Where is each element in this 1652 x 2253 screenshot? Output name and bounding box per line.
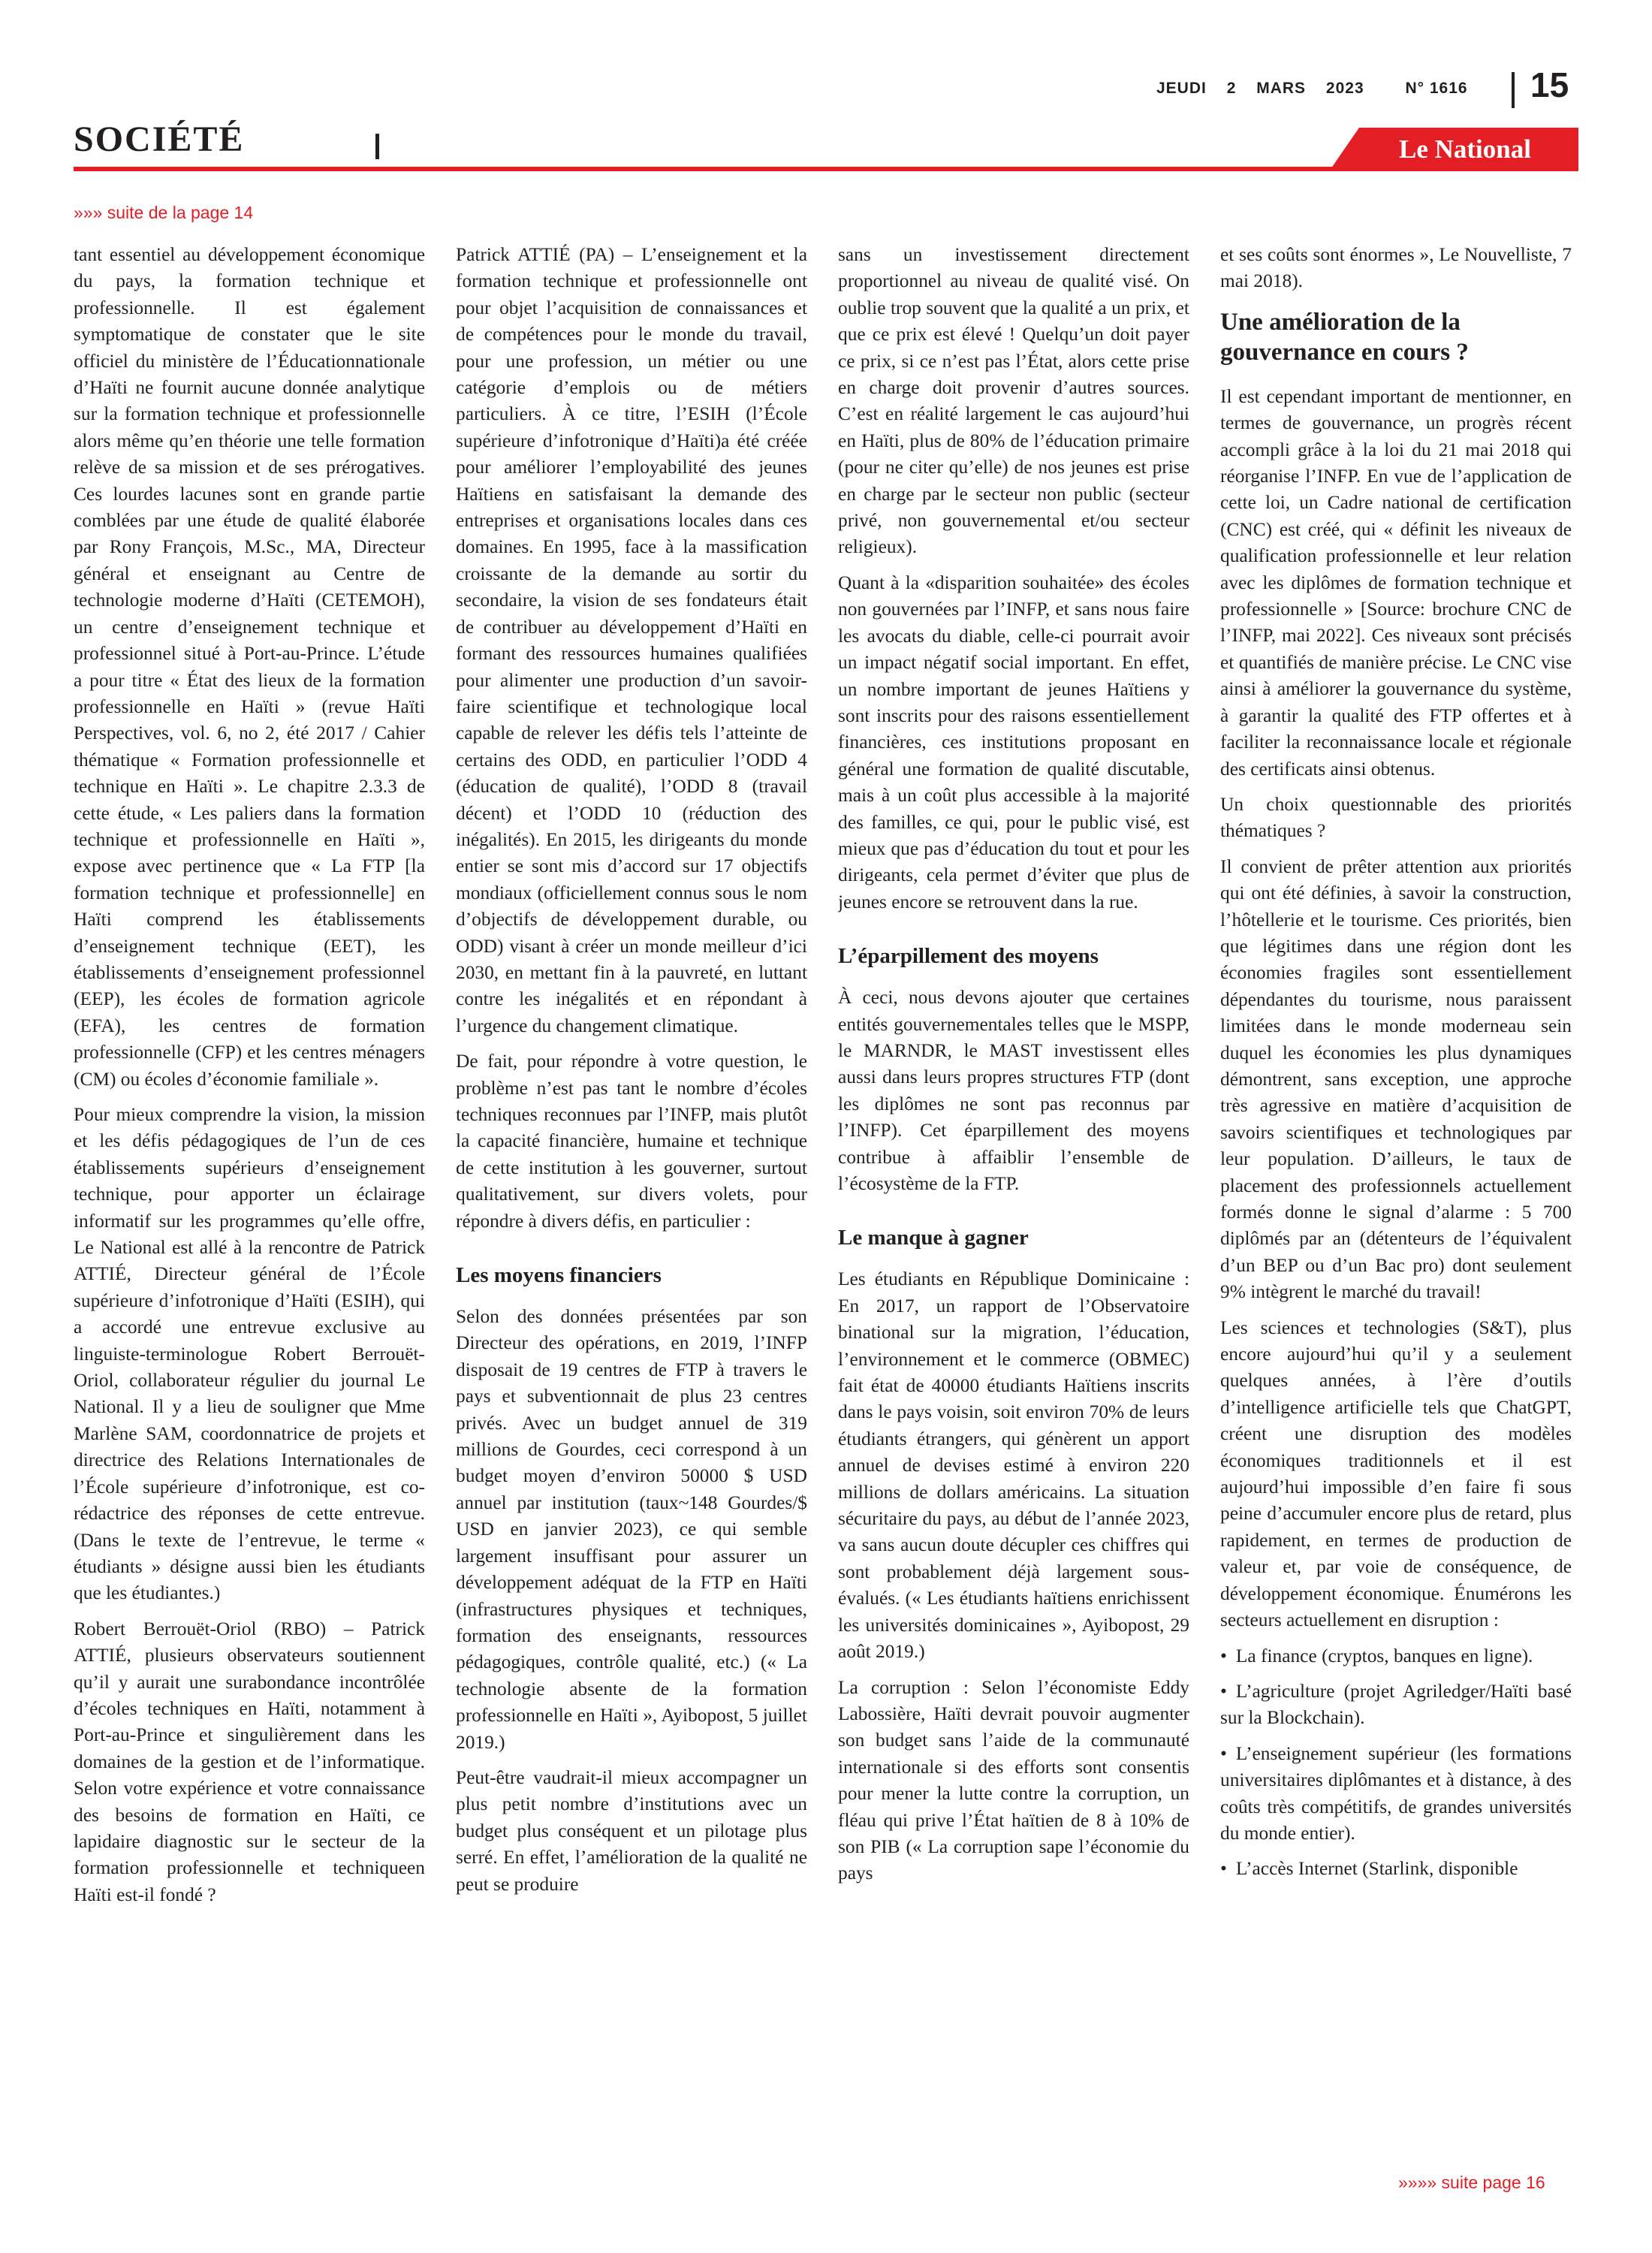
article-column-4	[1220, 242, 1572, 2164]
list-item	[1220, 1856, 1572, 1882]
paragraph: Pour mieux comprendre la vision, la mission et les défis pédagogiques de l’un de ces établissements supérieurs d’enseignement technique, pour apporter un éclairage informatif sur les programmes qu’elle offre, Le National est allé à la rencontre de Patrick ATTIÉ, Directeur général de l’École supérieure d’infotronique d’Haïti (ESIH), qui a accordé une entrevue exclusive au linguiste-terminologue Robert Berrouët-Oriol, collaborateur régulier du journal Le National. Il y a lieu de souligner que Mme Marlène SAM, coordonnatrice de projets et directrice des Relations Internationales de l’École supérieure d’infotronique, est co-rédactrice des réponses de cette entrevue. (Dans le texte de l’entrevue, le terme « étudiants » désigne aussi bien les étudiants que les étudiantes.)	[74, 1104, 425, 1604]
paragraph: et ses coûts sont énormes », Le Nouvelliste, 7 mai 2018).	[1220, 244, 1572, 292]
paragraph: Un choix questionnable des priorités thématiques ?	[1220, 793, 1572, 842]
paragraph: De fait, pour répondre à votre question, le problème n’est pas tant le nombre d’écoles techniques reconnues par l’INFP, mais plutôt la capacité financière, humaine et technique de cette institution à les gouverner, surtout qualitativement, sur divers volets, pour répondre à divers défis, en particulier :	[456, 1051, 807, 1232]
header-rule	[74, 167, 1578, 171]
issue-month: MARS	[1256, 80, 1307, 97]
subheading-moyens-financiers: Les moyens financiers	[456, 1263, 662, 1288]
subheading-gouvernance: Une amélioration de la gouvernance en cours ?	[1220, 308, 1469, 366]
paragraph: La corruption : Selon l’économiste Eddy Labossière, Haïti devrait pouvoir augmenter son budget sans l’aide de la communauté internationale si des efforts sont consentis pour mener la lutte contre la corruption, un fléau qui prive l’État haïtien de 8 à 10% de son PIB (« La corruption sape l’économie du pays	[838, 1676, 1189, 1884]
continued-to-link[interactable]: »»»» suite page 16	[1398, 2173, 1545, 2192]
article-column-2	[456, 242, 807, 2164]
list-item	[1220, 1643, 1572, 1669]
paragraph: Les étudiants en République Dominicaine : En 2017, un rapport de l’Observatoire binational sur la migration, l’éducation, l’environnement et le commerce (OBMEC) fait état de 40000 étudiants Haïtiens inscrits dans le pays voisin, soit environ 70% de leurs étudiants étrangers, qui génèrent un apport annuel de devises estimé à environ 220 millions de dollars américains. La situation sécuritaire du pays, au début de l’année 2023, va sans aucun doute décupler ces chiffres qui sont probablement déjà largement sous-évalués. (« Les étudiants haïtiens enrichissent les universités dominicaines », Ayibopost, 29 août 2019.)	[838, 1268, 1189, 1663]
paragraph: sans un investissement directement proportionnel au niveau de qualité visé. On oublie trop souvent que la qualité a un prix, et que ce prix est élevé ! Quelqu’un doit payer ce prix, si ce n’est pas l’État, alors cette prise en charge doit provenir d’autres sources. C’est en réalité largement le cas aujourd’hui en Haïti, plus de 80% de l’éducation primaire (pour ne citer qu’elle) de nos jeunes est prise en charge par le secteur non public (secteur privé, non gouvernemental et/ou secteur religieux).	[838, 244, 1189, 558]
article-column-1	[74, 242, 425, 2164]
bullet-icon: •	[1220, 1858, 1227, 1880]
issue-info	[1156, 80, 1468, 98]
issue-date: 2	[1226, 80, 1237, 97]
paragraph: tant essentiel au développement économique du pays, la formation technique et professionnelle. Il est également symptomatique de constater que le site officiel du ministère de l’Éducationnationale d’Haïti ne fournit aucune donnée analytique sur la formation technique et professionnelle alors même qu’en théorie une telle formation relève de sa mission et de ses prérogatives. Ces lourdes lacunes sont en grande partie comblées par une étude de qualité élaborée par Rony François, M.Sc., MA, Directeur général et enseignant au Centre de technologie moderne d’Haïti (CETEMOH), un centre d’enseignement technique et professionnel situé à Port-au-Prince. L’étude a pour titre « État des lieux de la formation professionnelle en Haïti » (revue Haïti Perspectives, vol. 6, no 2, été 2017 / Cahier thématique « Formation professionnelle et technique en Haïti ». Le chapitre 2.3.3 de cette étude, « Les paliers dans la formation technique et professionnelle en Haïti », expose avec pertinence que « La FTP [la formation technique et professionnelle] en Haïti comprend les établissements d’enseignement technique (EET), les établissements d’enseignement professionnel (EEP), les écoles de formation agricole (EFA), les centres de formation professionnelle (CFP) et les centres ménagers (CM) ou écoles d’économie familiale ».	[74, 244, 425, 1090]
section-title: SOCIÉTÉ	[74, 119, 245, 159]
list-item-text: L’enseignement supérieur (les formations universitaires diplômantes et à distance, à des coûts très compétitifs, de grandes universités du monde entier).	[1220, 1742, 1572, 1844]
paragraph: Quant à la «disparition souhaitée» des écoles non gouvernées par l’INFP, et sans nous faire les avocats du diable, celle-ci pourrait avoir un impact négatif social important. En effet, un nombre important de jeunes Haïtiens y sont inscrits pour des raisons essentiellement financières, ces institutions proposant en général une formation de qualité discutable, mais à un coût plus accessible à la majorité des familles, ce qui, pour le public visé, est mieux que pas d’éducation du tout et pour les dirigeants, cela permet d’éviter que plus de jeunes encore se retrouvent dans la rue.	[838, 572, 1189, 912]
paragraph: Il est cependant important de mentionner, en termes de gouvernance, un progrès récent accompli grâce à la loi du 21 mai 2018 qui réorganise l’INFP. En vue de l’application de cette loi, un Cadre national de certification (CNC) est créé, qui « définit les niveaux de qualification professionnelle et leur relation avec les diplômes de formation technique et professionnelle » [Source: brochure CNC de l’INFP, mai 2022]. Ces niveaux sont précisés et quantifiés de manière précise. Le CNC vise ainsi à améliorer la gouvernance du système, à garantir la qualité des FTP offertes et à faciliter la reconnaissance locale et régionale des certificats ainsi obtenus.	[1220, 385, 1572, 780]
page-number: 15	[1530, 65, 1569, 104]
disruption-list	[1220, 1643, 1572, 1883]
bullet-icon: •	[1220, 1645, 1227, 1666]
paragraph: Peut-être vaudrait-il mieux accompagner un plus petit nombre d’institutions avec un budget plus conséquent et un pilotage plus serré. En effet, l’amélioration de la qualité ne peut se produire	[456, 1766, 807, 1895]
subheading-eparpillement: L’éparpillement des moyens	[838, 944, 1099, 969]
paragraph: Selon des données présentées par son Directeur des opérations, en 2019, l’INFP disposait de 19 centres de FTP à travers le pays et subventionnait de plus 23 centres privés. Avec un budget annuel de 319 millions de Gourdes, ceci correspond à un budget moyen d’environ 50000 $ USD annuel par institution (taux~148 Gourdes/$ USD en janvier 2023), ce qui semble largement insuffisant pour assurer un développement adéquat de la FTP en Haïti (infrastructures physiques et techniques, formation des enseignants, ressources pédagogiques, contrôle qualité, etc.) (« La technologie absente de la formation professionnelle en Haïti », Ayibopost, 5 juillet 2019.)	[456, 1306, 807, 1753]
issue-year: 2023	[1325, 80, 1364, 97]
continued-from-link[interactable]: »»» suite de la page 14	[74, 203, 254, 222]
answer-paragraph: Patrick ATTIÉ (PA) – L’enseignement et la formation technique et professionnelle ont pour objet l’acquisition de connaissances et de compétences pour le monde du travail, pour une profession, un métier ou une catégorie d’emplois ou de métiers particuliers. À ce titre, l’ESIH (l’École supérieure d’infotronique d’Haïti)a été créée pour améliorer l’employabilité des jeunes Haïtiens en satisfaisant la demande des entreprises et organisations locales dans ces domaines. En 1995, face à la massification croissante de la demande au sortir du secondaire, la vision de ses fondateurs était de contribuer au développement d’Haïti en formant des ressources humaines qualifiées pour alimenter une production d’un savoir-faire scientifique et technologique local capable de relever les défis tels l’atteinte de certains des ODD, en particulier l’ODD 4 (éducation de qualité), l’ODD 8 (travail décent) et l’ODD 10 (réduction des inégalités). En 2015, les dirigeants du monde entier se sont mis d’accord sur 17 objectifs mondiaux (officiellement connus sous le nom d’objectifs de développement durable, ou ODD) visant à créer un monde meilleur d’ici 2030, en mettant fin à la pauvreté, en luttant contre les inégalités et en répondant à l’urgence du changement climatique.	[456, 244, 807, 1036]
list-item-text: L’accès Internet (Starlink, disponible	[1235, 1858, 1518, 1880]
list-item	[1220, 1678, 1572, 1732]
paragraph: Il convient de prêter attention aux priorités qui ont été définies, à savoir la construction, l’hôtellerie et le tourisme. Ces priorités, bien que légitimes dans une région dont les économies fragiles sont essentiellement dépendantes du tourisme, nous paraissent limitées dans le monde moderneau sein duquel les économies les plus dynamiques démontrent, sans exception, une approche très agressive en matière d’acquisition de savoirs scientifiques et technologiques par leur population. D’ailleurs, le taux de placement des professionnels actuellement formés donne le signal d’alarme : 5 700 diplômés par an (détenteurs de l’équivalent d’un BEP ou d’un Bac pro) dont seulement 9% intègrent le marché du travail!	[1220, 855, 1572, 1303]
newspaper-logo: Le National	[1399, 134, 1531, 164]
page-number-divider	[1512, 72, 1515, 108]
list-item	[1220, 1741, 1572, 1847]
article-column-3	[838, 242, 1189, 2164]
issue-number: N° 1616	[1405, 80, 1468, 97]
question-paragraph: Robert Berrouët-Oriol (RBO) – Patrick ATTIÉ, plusieurs observateurs soutiennent qu’il y aurait une surabondance incontrôlée d’écoles techniques en Haïti, notamment à Port-au-Prince et singulièrement dans les domaines de la gestion et de l’informatique. Selon votre expérience et votre connaissance des besoins de formation en Haïti, ce lapidaire diagnostic sur le secteur de la formation professionnelle et techniqueen Haïti est-il fondé ?	[74, 1618, 425, 1905]
paragraph: Les sciences et technologies (S&T), plus encore aujourd’hui qu’il y a seulement quelques années, à l’ère d’outils d’intelligence artificielle tels que ChatGPT, créent une disruption des modèles économiques traditionnels et il est aujourd’hui impossible d’en faire fi sous peine d’accumuler encore plus de retard, plus rapidement, en termes de production de valeur et, par voie de conséquence, de développement économique. Énumérons les secteurs actuellement en disruption :	[1220, 1317, 1572, 1631]
paragraph: À ceci, nous devons ajouter que certaines entités gouvernementales telles que le MSPP, le MARNDR, le MAST investissent elles aussi dans leurs propres structures FTP (dont les diplômes ne sont pas reconnus par l’INFP). Cet éparpillement des moyens contribue à affaiblir l’ensemble de l’écosystème de la FTP.	[838, 987, 1189, 1194]
list-item-text: L’agriculture (projet Agriledger/Haïti basé sur la Blockchain).	[1220, 1680, 1572, 1729]
subheading-manque-a-gagner: Le manque à gagner	[838, 1226, 1029, 1250]
bullet-icon: •	[1220, 1742, 1227, 1764]
bullet-icon: •	[1220, 1680, 1227, 1702]
issue-day: JEUDI	[1156, 80, 1207, 97]
list-item-text: La finance (cryptos, banques en ligne).	[1235, 1645, 1533, 1666]
section-divider	[375, 134, 379, 159]
